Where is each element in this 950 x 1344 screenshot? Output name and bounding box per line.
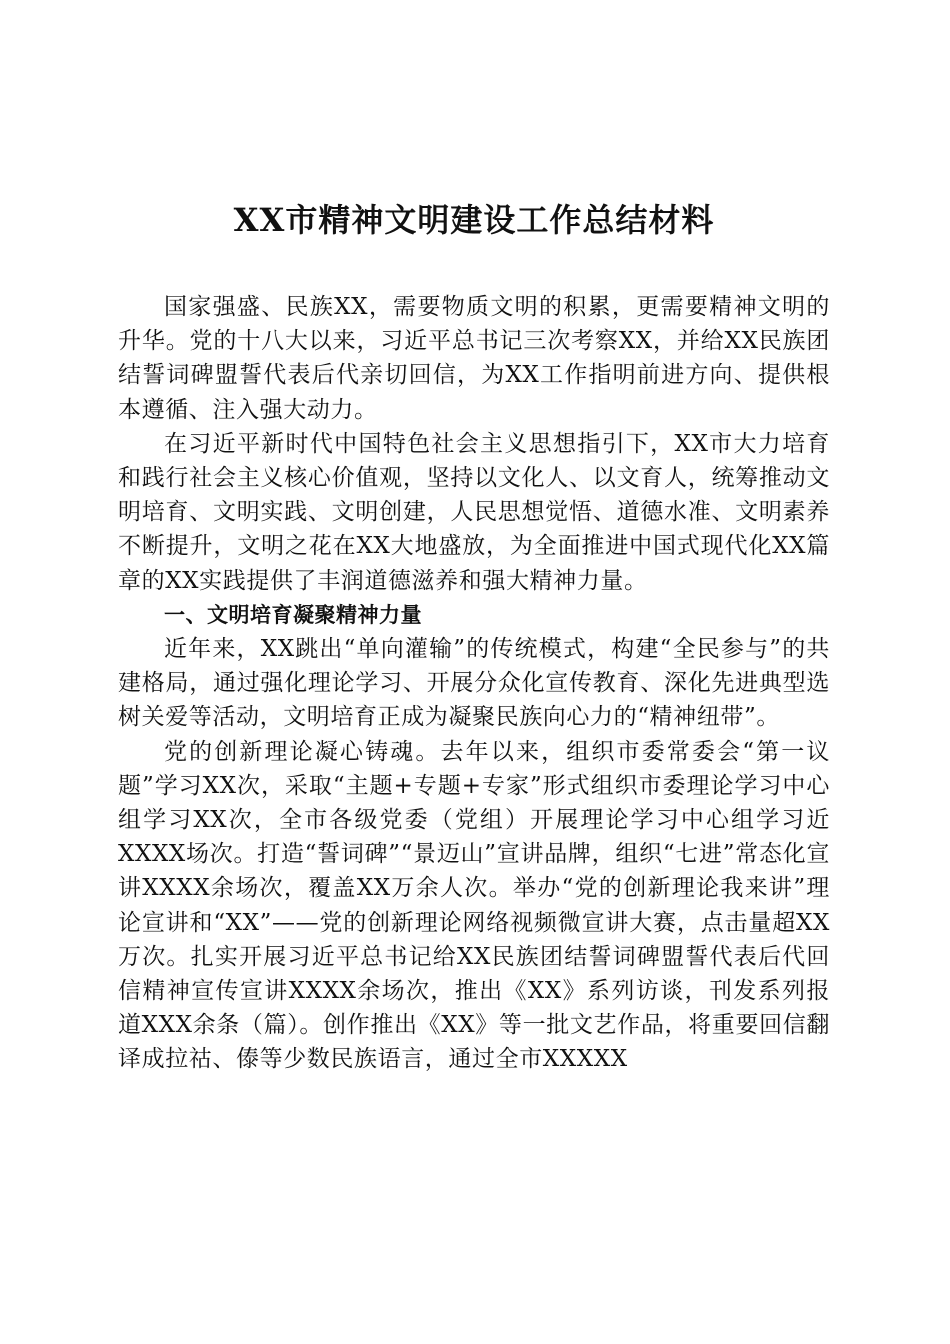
intro-paragraph-1: 国家强盛、民族XX，需要物质文明的积累，更需要精神文明的升华。党的十八大以来，习近平总书记三次考察XX，并给XX民族团结誓词碑盟誓代表后代亲切回信，为XX工作指明前进方向、提供根本遵循、注入强大动力。	[118, 294, 830, 423]
document-title: XX市精神文明建设工作总结材料	[233, 201, 715, 239]
section1-paragraph-1: 近年来，XX跳出“单向灌输”的传统模式，构建“全民参与”的共建格局，通过强化理论学习、开展分众化宣传教育、深化先进典型选树关爱等活动，文明培育正成为凝聚民族向心力的“精神纽带”。	[118, 636, 830, 731]
document-body	[118, 290, 830, 1077]
section1-paragraph-2: 党的创新理论凝心铸魂。去年以来，组织市委常委会“第一议题”学习XX次，采取“主题+专题+专家”形式组织市委理论学习中心组学习XX次，全市各级党委（党组）开展理论学习中心组学习近XXXX场次。打造“誓词碑”“景迈山”宣讲品牌，组织“七进”常态化宣讲XXXX余场次，覆盖XX万余人次。举办“党的创新理论我来讲”理论宣讲和“XX”——党的创新理论网络视频微宣讲大赛，点击量超XX万次。扎实开展习近平总书记给XX民族团结誓词碑盟誓代表后代回信精神宣传宣讲XXXX余场次，推出《XX》系列访谈，刊发系列报道XXX余条（篇）。创作推出《XX》等一批文艺作品，将重要回信翻译成拉祜、傣等少数民族语言，通过全市XXXXX	[118, 738, 830, 1073]
section-heading-1: 一、文明培育凝聚精神力量	[164, 602, 422, 627]
intro-paragraph-2: 在习近平新时代中国特色社会主义思想指引下，XX市大力培育和践行社会主义核心价值观，坚持以文化人、以文育人，统筹推动文明培育、文明实践、文明创建，人民思想觉悟、道德水准、文明素养不断提升，文明之花在XX大地盛放，为全面推进中国式现代化XX篇章的XX实践提供了丰润道德滋养和强大精神力量。	[118, 430, 830, 594]
